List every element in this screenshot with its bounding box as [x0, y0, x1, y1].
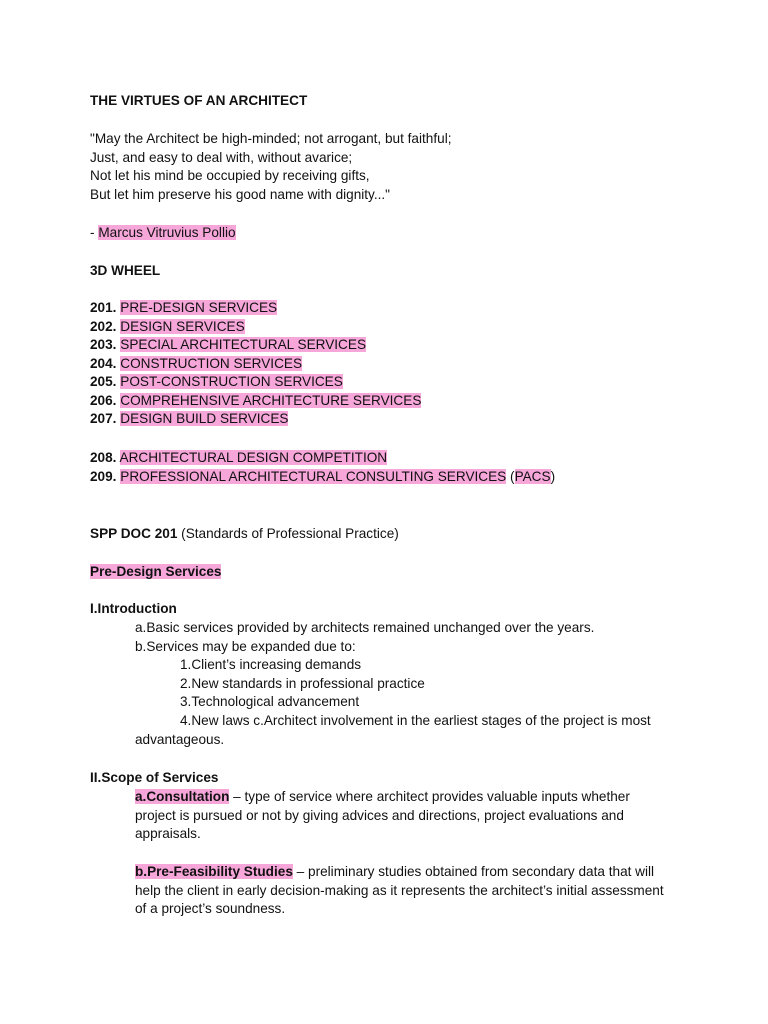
service-label: COMPREHENSIVE ARCHITECTURE SERVICES: [120, 392, 422, 408]
scope-item-a-line: project is pursued or not by giving advices and directions, project evaluations and: [135, 807, 624, 823]
wheel-heading: 3D WHEEL: [90, 263, 161, 278]
intro-point-b: b.Services may be expanded due to:: [135, 638, 356, 654]
section-heading: [90, 563, 221, 582]
spp-heading: [90, 525, 399, 544]
intro-subitem: 4.New laws c.Architect involvement in the earliest stages of the project is most: [180, 712, 651, 728]
paren-close: ): [550, 468, 556, 484]
service-number: 203.: [90, 337, 117, 352]
pre-feasibility-term: b.Pre-Feasibility Studies: [135, 864, 293, 879]
intro-subitem: 1.Client’s increasing demands: [180, 657, 362, 672]
service-label: ARCHITECTURAL DESIGN COMPETITION: [119, 450, 388, 465]
scope-item-a: [135, 788, 630, 807]
paren-open: (: [506, 468, 515, 484]
service-item: [90, 468, 555, 487]
service-number: 204.: [90, 355, 117, 371]
service-item: [90, 318, 245, 337]
consultation-text: – type of service where architect provides valuable inputs whether: [229, 789, 630, 804]
service-number: 201.: [90, 300, 117, 315]
consultation-term: a.Consultation: [135, 789, 230, 804]
spp-code: SPP DOC 201: [90, 526, 178, 541]
attribution-dash: -: [90, 225, 99, 240]
service-abbreviation: PACS: [514, 468, 551, 484]
service-item: [90, 373, 343, 392]
quote-line: Just, and easy to deal with, without avarice;: [90, 149, 353, 165]
quote-attribution: [90, 224, 236, 243]
quote-line: Not let his mind be occupied by receiving gifts,: [90, 168, 370, 183]
scope-item-b-line: of a project’s soundness.: [135, 901, 286, 916]
intro-point-a: a.Basic services provided by architects remained unchanged over the years.: [135, 620, 595, 635]
service-item: [90, 410, 288, 429]
scope-item-a-line: appraisals.: [135, 826, 201, 841]
service-number: 206.: [90, 392, 117, 408]
service-number: 207.: [90, 411, 117, 426]
service-item: [90, 336, 366, 355]
intro-continuation: advantageous.: [135, 732, 225, 747]
service-item: [90, 392, 421, 411]
service-item: [90, 299, 277, 318]
service-label: CONSTRUCTION SERVICES: [120, 355, 303, 371]
intro-subitem: 2.New standards in professional practice: [180, 675, 425, 691]
service-label: PROFESSIONAL ARCHITECTURAL CONSULTING SERVICES: [120, 468, 507, 484]
service-label: DESIGN SERVICES: [120, 318, 245, 334]
service-label: POST-CONSTRUCTION SERVICES: [120, 374, 343, 389]
quote-line: But let him preserve his good name with dignity...": [90, 186, 391, 202]
spp-description: (Standards of Professional Practice): [177, 526, 399, 541]
service-label: DESIGN BUILD SERVICES: [120, 411, 289, 426]
scope-heading: II.Scope of Services: [90, 770, 219, 785]
service-number: 205.: [90, 374, 117, 389]
document-title: THE VIRTUES OF AN ARCHITECT: [90, 93, 308, 108]
service-number: 202.: [90, 318, 117, 334]
service-number: 208.: [90, 450, 117, 465]
service-number: 209.: [90, 468, 117, 484]
scope-item-b-line: help the client in early decision-making as it represents the architect’s initial assessment: [135, 882, 664, 898]
pre-feasibility-text: – preliminary studies obtained from secondary data that will: [292, 864, 655, 879]
service-label: SPECIAL ARCHITECTURAL SERVICES: [120, 337, 367, 352]
intro-subitem: 3.Technological advancement: [180, 694, 360, 709]
service-item: [90, 355, 302, 374]
intro-heading: I.Introduction: [90, 601, 177, 616]
service-item: [90, 449, 387, 468]
attribution-author: Marcus Vitruvius Pollio: [98, 225, 236, 240]
quote-line: "May the Architect be high-minded; not arrogant, but faithful;: [90, 131, 452, 146]
service-label: PRE-DESIGN SERVICES: [120, 300, 278, 315]
pre-design-heading: Pre-Design Services: [90, 564, 222, 579]
scope-item-b: [135, 863, 654, 882]
